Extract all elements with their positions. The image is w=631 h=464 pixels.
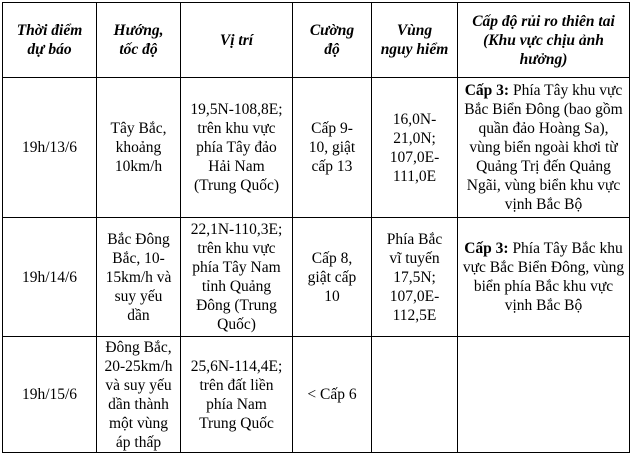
cell-intensity: < Cấp 6 xyxy=(293,337,372,453)
table-row xyxy=(3,78,630,218)
table-header-row xyxy=(3,3,630,78)
cell-danger-zone: Phía Bắc vĩ tuyến 17,5N; 107,0E- 112,5E xyxy=(372,218,458,337)
cell-position: 19,5N-108,8E; trên khu vực phía Tây đảo Hải Nam (Trung Quốc) xyxy=(181,78,293,218)
cell-danger-zone: 16,0N- 21,0N; 107,0E- 111,0E xyxy=(372,78,458,218)
cell-position: 25,6N-114,4E; trên đất liền phía Nam Trung Quốc xyxy=(181,337,293,453)
storm-forecast-table xyxy=(2,2,630,453)
table-row xyxy=(3,337,630,453)
cell-time: 19h/15/6 xyxy=(3,337,97,453)
cell-risk xyxy=(458,218,630,337)
cell-direction: Đông Bắc, 20-25km/h và suy yếu dần thành một vùng áp thấp xyxy=(97,337,181,453)
risk-area-text: Phía Tây Bắc khu vực Bắc Biển Đông, vùng biển phía Bắc khu vực vịnh Bắc Bộ xyxy=(462,240,625,314)
header-danger-zone: Vùng nguy hiểm xyxy=(372,3,458,78)
cell-time: 19h/13/6 xyxy=(3,78,97,218)
header-forecast-time: Thời điểm dự báo xyxy=(3,3,97,78)
header-intensity: Cường độ xyxy=(293,3,372,78)
cell-time: 19h/14/6 xyxy=(3,218,97,337)
header-risk-level: Cấp độ rủi ro thiên tai (Khu vực chịu ảnh hưởng) xyxy=(458,3,630,78)
cell-direction: Bắc Đông Bắc, 10- 15km/h và suy yếu dần xyxy=(97,218,181,337)
cell-risk xyxy=(458,78,630,218)
cell-intensity: Cấp 9- 10, giật cấp 13 xyxy=(293,78,372,218)
risk-level-label: Cấp 3: xyxy=(464,82,510,99)
cell-danger-zone xyxy=(372,337,458,453)
header-position: Vị trí xyxy=(181,3,293,78)
header-direction-speed: Hướng, tốc độ xyxy=(97,3,181,78)
cell-direction: Tây Bắc, khoảng 10km/h xyxy=(97,78,181,218)
cell-intensity: Cấp 8, giật cấp 10 xyxy=(293,218,372,337)
table-row xyxy=(3,218,630,337)
risk-level-label: Cấp 3: xyxy=(464,240,509,257)
cell-risk xyxy=(458,337,630,453)
cell-position: 22,1N-110,3E; trên khu vực phía Tây Nam tỉnh Quảng Đông (Trung Quốc) xyxy=(181,218,293,337)
risk-area-text: Phía Tây khu vực Bắc Biển Đông (bao gồm quần đảo Hoàng Sa), vùng biển ngoài khơi từ Quảng Trị đến Quảng Ngãi, vùng biển khu vực vịnh Bắc Bộ xyxy=(464,82,623,213)
